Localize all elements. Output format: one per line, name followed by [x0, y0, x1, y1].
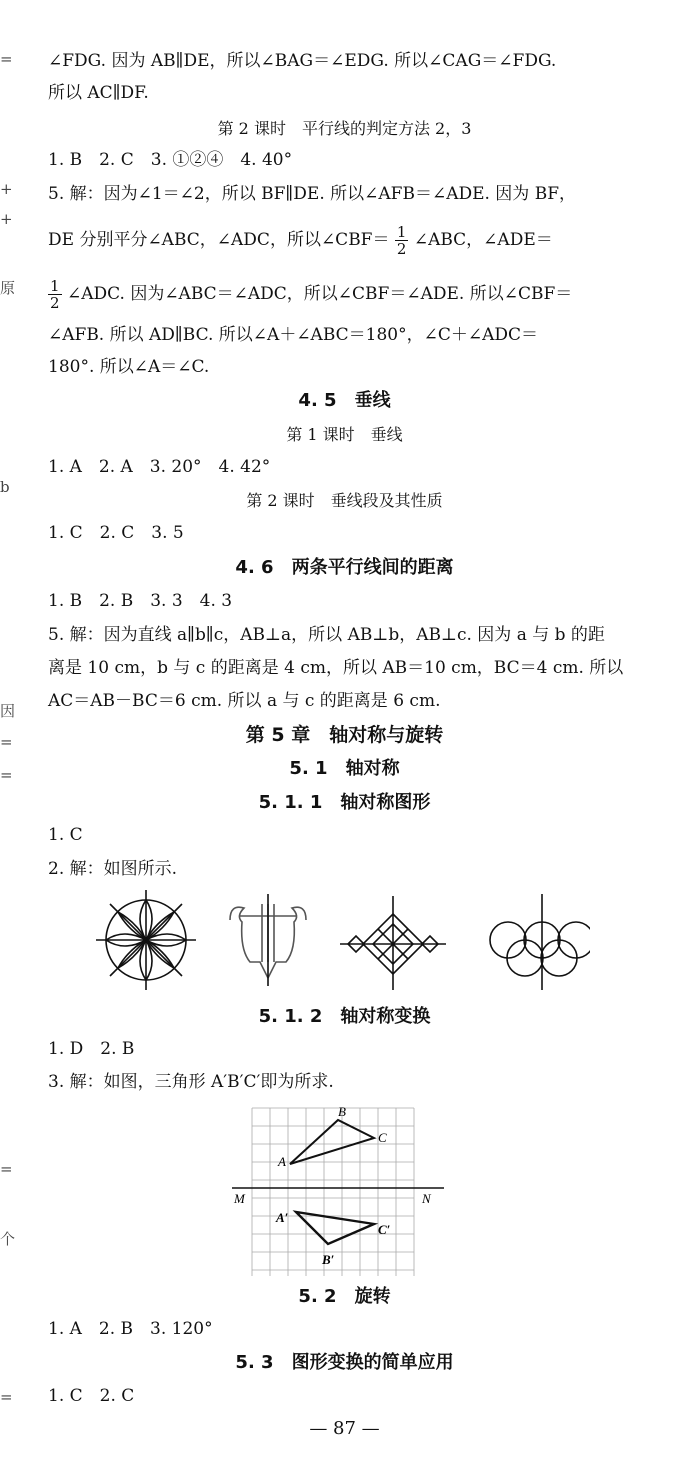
subsection-heading: 5. 1. 1 轴对称图形: [258, 792, 431, 813]
lyre-figure: [230, 894, 306, 986]
page-number: — 87 —: [309, 1418, 380, 1439]
fraction-denominator: 2: [50, 294, 60, 312]
margin-mark: =: [0, 733, 13, 751]
answer-line: 1. A 2. B 3. 120°: [48, 1319, 213, 1339]
answer-line: 1. B 2. B 3. 3 4. 3: [48, 591, 233, 611]
section-heading: 5. 3 图形变换的简单应用: [235, 1352, 454, 1373]
answer-line: 1. C 2. C 3. 5: [48, 523, 184, 543]
text-line: ∠FDG. 因为 AB∥DE，所以∠BAG＝∠EDG. 所以∠CAG＝∠FDG.: [48, 51, 557, 71]
fraction-denominator: 2: [396, 240, 407, 258]
grid: [252, 1108, 414, 1276]
answer-line: 3. 解：如图，三角形 A′B′C′即为所求.: [48, 1072, 334, 1092]
triangle-abc: [290, 1120, 374, 1164]
section-heading: 4. 5 垂线: [298, 390, 391, 411]
chapter-heading: 第 5 章 轴对称与旋转: [245, 724, 444, 746]
margin-mark: =: [0, 1160, 13, 1178]
knot-figure: [340, 896, 446, 990]
fraction-numerator: 1: [50, 277, 60, 295]
fraction: [395, 224, 409, 257]
answer-line: 1. C: [48, 825, 83, 845]
text-segment: ∠ABC，∠ADE＝: [413, 230, 553, 250]
text-line: 所以 AC∥DF.: [48, 83, 149, 103]
label-a-prime: A′: [276, 1210, 289, 1225]
answer-line: 1. D 2. B: [48, 1039, 135, 1059]
text-line: 5. 解：因为直线 a∥b∥c，AB⊥a，所以 AB⊥b，AB⊥c. 因为 a 与 b 的距: [48, 625, 605, 645]
symmetric-figures: [90, 890, 590, 990]
text-line: ∠AFB. 所以 AD∥BC. 所以∠A＋∠ABC＝180°，∠C＋∠ADC＝: [48, 325, 539, 345]
lesson-heading: 第 2 课时 垂线段及其性质: [246, 491, 443, 510]
text-line: [48, 278, 572, 311]
margin-mark: +: [0, 210, 13, 228]
margin-mark: =: [0, 50, 13, 68]
answer-line: 2. 解：如图所示.: [48, 859, 178, 879]
flower-figure: [96, 890, 196, 990]
label-n: N: [422, 1191, 431, 1206]
lesson-heading: 第 1 课时 垂线: [286, 425, 403, 444]
text-line: [48, 224, 553, 257]
section-heading: 5. 2 旋转: [298, 1286, 391, 1307]
text-segment: ∠ADC. 因为∠ABC＝∠ADC，所以∠CBF＝∠ADE. 所以∠CBF＝: [66, 284, 573, 304]
answer-line: 1. A 2. A 3. 20° 4. 42°: [48, 457, 271, 477]
section-heading: 4. 6 两条平行线间的距离: [235, 557, 454, 578]
rings-figure: [490, 894, 590, 990]
triangle-a1b1c1: [296, 1212, 374, 1244]
text-line: 5. 解：因为∠1＝∠2，所以 BF∥DE. 所以∠AFB＝∠ADE. 因为 BF，: [48, 184, 577, 204]
label-c-prime: C′: [378, 1222, 391, 1237]
label-b-prime: B′: [322, 1252, 335, 1267]
fraction: [48, 278, 62, 311]
subsection-heading: 5. 1. 2 轴对称变换: [258, 1006, 431, 1027]
reflection-figure: [228, 1102, 448, 1284]
margin-mark: +: [0, 180, 13, 198]
margin-mark: =: [0, 766, 13, 784]
lesson-heading: 第 2 课时 平行线的判定方法 2，3: [217, 119, 472, 138]
fraction-numerator: 1: [396, 223, 407, 241]
label-a: A: [278, 1154, 286, 1169]
margin-mark: 个: [0, 1230, 16, 1248]
answer-line: 1. C 2. C: [48, 1386, 135, 1406]
text-line: 离是 10 cm，b 与 c 的距离是 4 cm，所以 AB＝10 cm，BC＝4 cm. 所以: [48, 658, 624, 678]
margin-mark: 原: [0, 279, 16, 297]
margin-mark: =: [0, 1388, 13, 1406]
label-m: M: [234, 1191, 245, 1206]
label-c: C: [378, 1130, 387, 1145]
margin-mark: 因: [0, 702, 16, 720]
text-line: AC＝AB－BC＝6 cm. 所以 a 与 c 的距离是 6 cm.: [48, 691, 441, 711]
label-b: B: [338, 1104, 346, 1119]
answer-line: 1. B 2. C 3. ①②④ 4. 40°: [48, 150, 293, 170]
text-segment: DE 分别平分∠ABC，∠ADC，所以∠CBF＝: [48, 230, 390, 250]
section-heading: 5. 1 轴对称: [289, 758, 400, 779]
text-line: 180°. 所以∠A＝∠C.: [48, 357, 210, 377]
margin-mark: b: [0, 478, 10, 496]
